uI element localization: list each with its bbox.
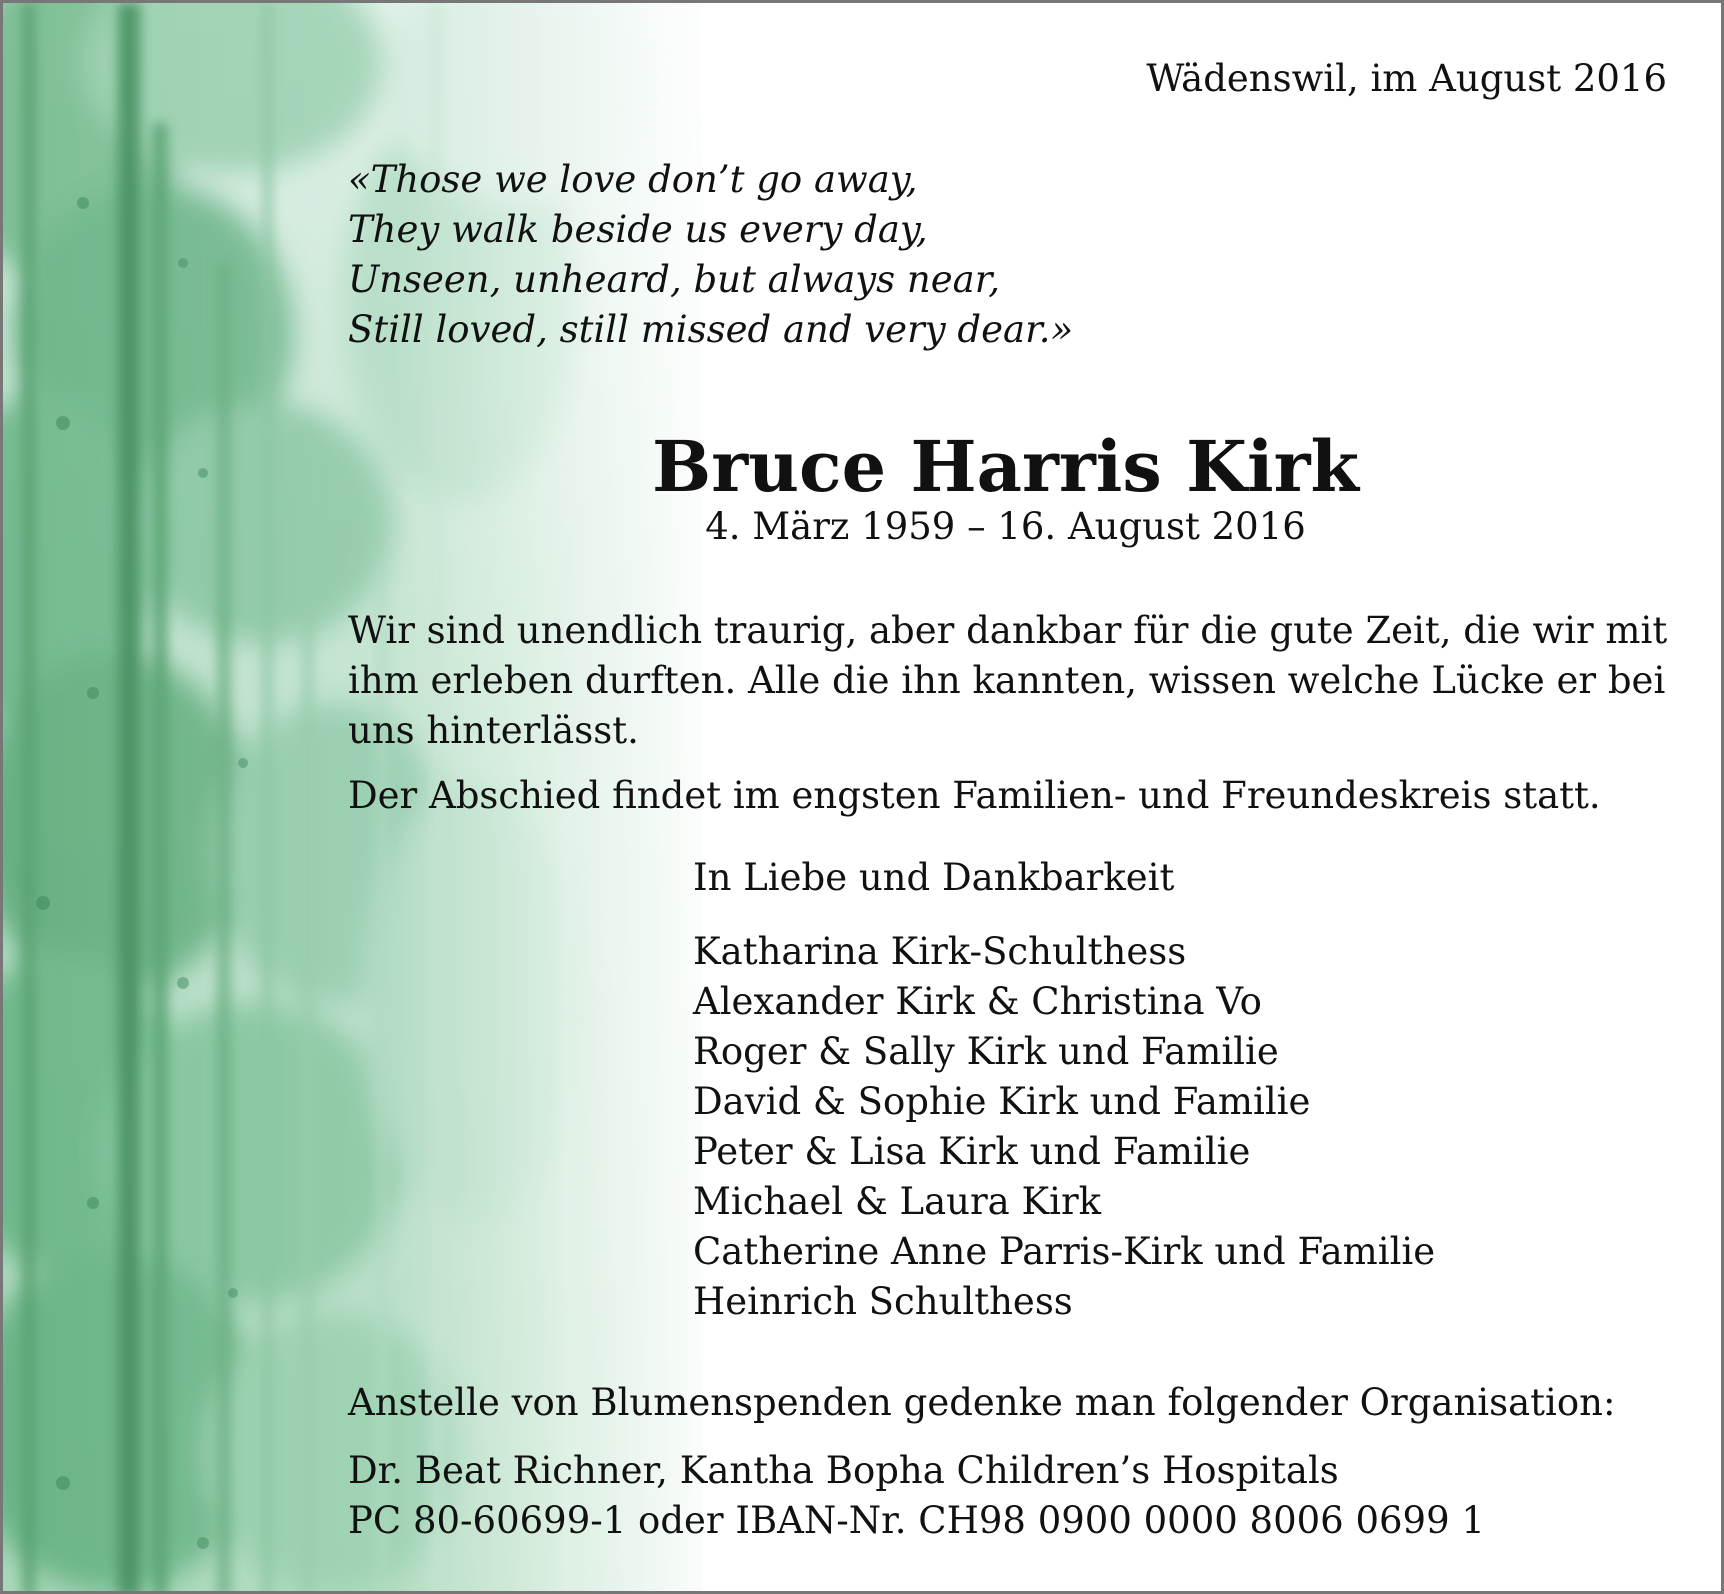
deceased-name: Bruce Harris Kirk (652, 425, 1359, 508)
mourner-name: Katharina Kirk-Schulthess (693, 930, 1187, 973)
donation-account: PC 80-60699-1 oder IBAN-Nr. CH98 0900 0000 8006 0699 1 (348, 1499, 1485, 1542)
donation-intro: Anstelle von Blumenspenden gedenke man folgender Organisation: (348, 1381, 1616, 1424)
life-dates: 4. März 1959 – 16. August 2016 (705, 505, 1306, 548)
poem-line: Unseen, unheard, but always near, (348, 258, 1001, 301)
mourner-name: David & Sophie Kirk und Familie (693, 1080, 1311, 1123)
mourner-name: Alexander Kirk & Christina Vo (693, 980, 1262, 1023)
place-and-date: Wädenswil, im August 2016 (1146, 57, 1667, 100)
mourner-name: Roger & Sally Kirk und Familie (693, 1030, 1279, 1073)
mourner-name: Michael & Laura Kirk (693, 1180, 1102, 1223)
mourner-name: Peter & Lisa Kirk und Familie (693, 1130, 1251, 1173)
mourner-name: Catherine Anne Parris-Kirk und Familie (693, 1230, 1436, 1273)
body-line: ihm erleben durften. Alle die ihn kannten, wissen welche Lücke er bei (348, 659, 1666, 702)
notice-body (348, 606, 1678, 821)
body-line: uns hinterlässt. (348, 709, 639, 752)
mourner-name: Heinrich Schulthess (693, 1280, 1073, 1323)
farewell-note: Der Abschied findet im engsten Familien- und Freundeskreis statt. (348, 774, 1601, 817)
notice-text (3, 3, 1724, 1594)
donation-organisation: Dr. Beat Richner, Kantha Bopha Children’s Hospitals (348, 1449, 1339, 1492)
poem-line: «Those we love don’t go away, (348, 158, 918, 201)
mourners-list (693, 853, 1435, 1327)
closing-greeting: In Liebe und Dankbarkeit (693, 856, 1175, 899)
poem-line: They walk beside us every day, (348, 208, 928, 251)
memorial-poem (348, 155, 1073, 355)
poem-line: Still loved, still missed and very dear.» (348, 308, 1074, 351)
body-line: Wir sind unendlich traurig, aber dankbar für die gute Zeit, die wir mit (348, 609, 1668, 652)
donation-info (348, 1378, 1615, 1546)
